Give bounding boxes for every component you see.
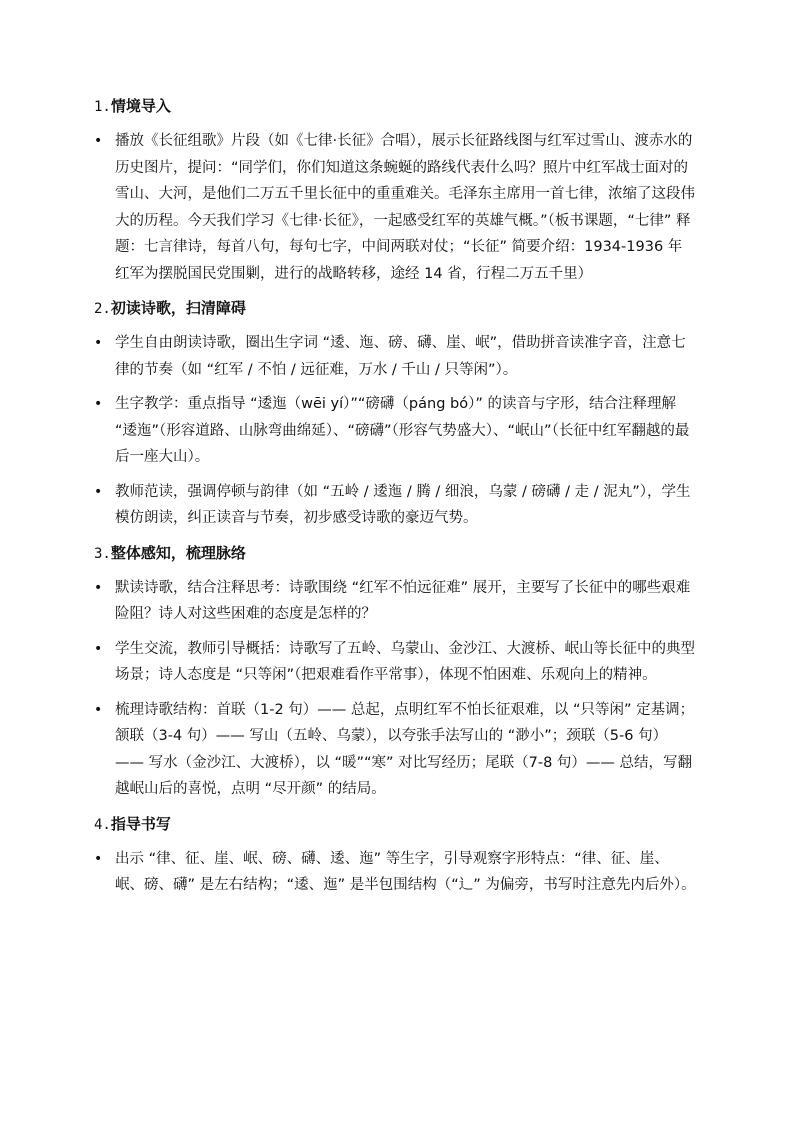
section-number: 1. xyxy=(94,99,111,115)
list-item-text: 学生交流，教师引导概括：诗歌写了五岭、乌蒙山、金沙江、大渡桥、岷山等长征中的典型场景；诗人态度是 “只等闲”（把艰难看作平常事），体现不怕困难、乐观向上的精神。 xyxy=(115,640,695,683)
section-items xyxy=(94,846,696,899)
section-heading xyxy=(94,295,696,322)
list-item-text: 默读诗歌，结合注释思考：诗歌围绕 “红军不怕远征难” 展开，主要写了长征中的哪些艰难险阻？诗人对这些困难的态度是怎样的？ xyxy=(115,579,691,622)
section-number: 3. xyxy=(94,545,111,562)
bullet-icon: • xyxy=(94,335,103,351)
list-item xyxy=(94,846,696,899)
list-item-text: 播放《长征组歌》片段（如《七律·长征》合唱），展示长征路线图与红军过雪山、渡赤水的历史图片，提问：“同学们，你们知道这条蜿蜒的路线代表什么吗？照片中红军战士面对的雪山、大河，是他们二万五千里长征中的重重难关。毛泽东主席用一首七律，浓缩了这段伟大的历程。今天我们学习《七律·长征》，一起感受红军的英雄气概。”（板书课题，“七律” 释题：七言律诗，每首八句，每句七字，中间两联对仗；“长征” 简要介绍：1934-1936 年红军为摆脱国民党围剿，进行的战略转移，途经 14 省，行程二万五千里） xyxy=(115,133,695,282)
section-number: 4. xyxy=(94,816,111,833)
list-item xyxy=(94,575,696,628)
bullet-icon: • xyxy=(94,640,103,657)
section-intro xyxy=(94,93,696,287)
list-item-text: 梳理诗歌结构：首联（1-2 句）—— 总起，点明红军不怕长征艰难，以 “只等闲” 定基调；颔联（3-4 句）—— 写山（五岭、乌蒙），以夸张手法写山的 “渺小”；颈联（5-6 句）—— 写水（金沙江、大渡桥），以 “暖”“寒” 对比写经历；尾联（7-8 句）—— 总结，写翻越岷山后的喜悦，点明 “尽开颜” 的结局。 xyxy=(115,701,695,797)
list-item-text: 学生自由朗读诗歌，圈出生字词 “逶、迤、磅、礴、崖、岷”，借助拼音读准字音，注意七律的节奏（如 “红军 / 不怕 / 远征难，万水 / 千山 / 只等闲”）。 xyxy=(115,335,686,378)
bullet-icon: • xyxy=(94,850,103,867)
bullet-icon: • xyxy=(94,579,103,596)
section-title: 指导书写 xyxy=(110,814,171,833)
list-item xyxy=(94,391,696,471)
list-item xyxy=(94,636,696,689)
list-item-text: 教师范读，强调停顿与韵律（如 “五岭 / 逶迤 / 腾 / 细浪，乌蒙 / 磅礴 / 走 / 泥丸”），学生模仿朗读，纠正读音与节奏，初步感受诗歌的豪迈气势。 xyxy=(115,483,691,526)
list-item-text: 生字教学：重点指导 “逶迤（wēi yí）”“磅礴（páng bó）” 的读音与字形，结合注释理解 “逶迤”（形容道路、山脉弯曲绵延）、“磅礴”（形容气势盛大）、“岷山”（长征中红军翻越的最后一座大山）。 xyxy=(115,396,690,465)
list-item-text: 出示 “律、征、崖、岷、磅、礴、逶、迤” 等生字，引导观察字形特点：“律、征、崖、岷、磅、礴” 是左右结构；“逶、迤” 是半包围结构（“辶” 为偏旁，书写时注意先内后外）。 xyxy=(115,850,696,893)
list-item xyxy=(94,479,696,532)
section-overview xyxy=(94,540,696,803)
bullet-icon: • xyxy=(94,701,103,718)
section-items xyxy=(94,330,696,532)
section-number: 2. xyxy=(94,301,111,317)
section-title: 初读诗歌，扫清障碍 xyxy=(110,299,246,317)
list-item xyxy=(94,330,696,383)
bullet-icon: • xyxy=(94,483,103,500)
section-writing xyxy=(94,811,696,899)
section-items xyxy=(94,575,696,803)
section-title: 情境导入 xyxy=(110,97,171,115)
section-heading xyxy=(94,93,696,120)
section-heading xyxy=(94,540,696,567)
document-page xyxy=(94,93,696,907)
section-first-reading xyxy=(94,295,696,532)
section-title: 整体感知，梳理脉络 xyxy=(110,543,246,562)
bullet-icon: • xyxy=(94,133,103,149)
bullet-icon: • xyxy=(94,396,103,412)
list-item xyxy=(94,697,696,803)
section-heading xyxy=(94,811,696,838)
section-items xyxy=(94,128,696,287)
list-item xyxy=(94,128,696,287)
